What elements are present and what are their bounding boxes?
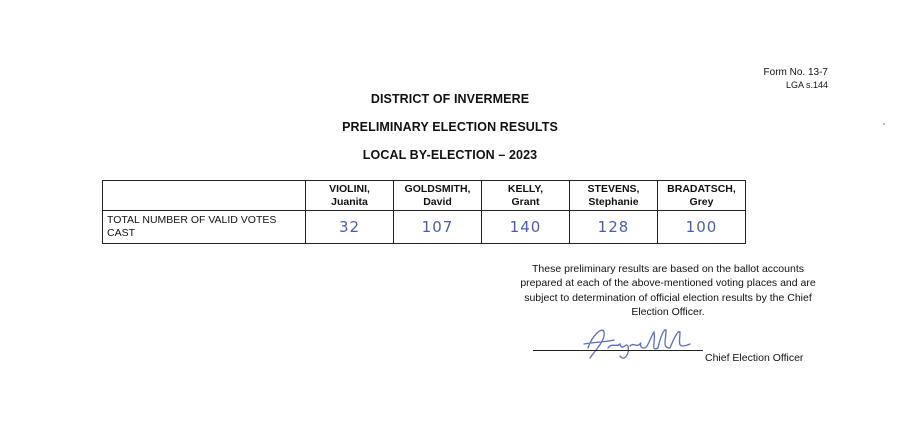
- candidate-given-name: David: [423, 195, 452, 208]
- votes-row-label: TOTAL NUMBER OF VALID VOTES CAST: [103, 211, 306, 244]
- candidate-header: [306, 181, 394, 211]
- scan-speck: [883, 123, 885, 125]
- signature-graphic: [580, 318, 700, 364]
- results-note: These preliminary results are based on the ballot accounts prepared at each of the above-mentioned voting places and are subject to determination of official election results by the Chief Election Officer.: [520, 263, 816, 319]
- candidate-surname: KELLY,: [507, 182, 544, 195]
- candidate-surname: BRADATSCH,: [667, 182, 736, 195]
- form-number-block: [764, 66, 828, 92]
- form-number: Form No. 13-7: [763, 67, 828, 78]
- blank-header-cell: [103, 181, 306, 211]
- votes-row: [103, 211, 746, 244]
- candidate-header: [482, 181, 570, 211]
- signature-line: [533, 350, 703, 351]
- candidate-header-row: [103, 181, 746, 211]
- vote-count: 107: [394, 211, 482, 244]
- candidate-given-name: Juanita: [331, 195, 368, 208]
- candidate-surname: GOLDSMITH,: [404, 182, 471, 195]
- candidate-header: [658, 181, 746, 211]
- candidate-surname: VIOLINI,: [329, 182, 370, 195]
- results-table: [102, 180, 746, 244]
- district-heading: DISTRICT OF INVERMERE: [370, 92, 530, 106]
- election-heading: LOCAL BY-ELECTION – 2023: [362, 148, 538, 162]
- candidate-given-name: Grey: [689, 195, 714, 208]
- candidate-header: [394, 181, 482, 211]
- vote-count: 128: [570, 211, 658, 244]
- vote-count: 32: [306, 211, 394, 244]
- form-reference: LGA s.144: [785, 80, 828, 90]
- signature-stroke: [584, 330, 690, 358]
- candidate-given-name: Stephanie: [588, 195, 639, 208]
- vote-count: 100: [658, 211, 746, 244]
- results-title: PRELIMINARY ELECTION RESULTS: [342, 120, 558, 134]
- candidate-header: [570, 181, 658, 211]
- signatory-title: Chief Election Officer: [705, 352, 804, 364]
- candidate-given-name: Grant: [511, 195, 540, 208]
- candidate-surname: STEVENS,: [587, 182, 640, 195]
- vote-count: 140: [482, 211, 570, 244]
